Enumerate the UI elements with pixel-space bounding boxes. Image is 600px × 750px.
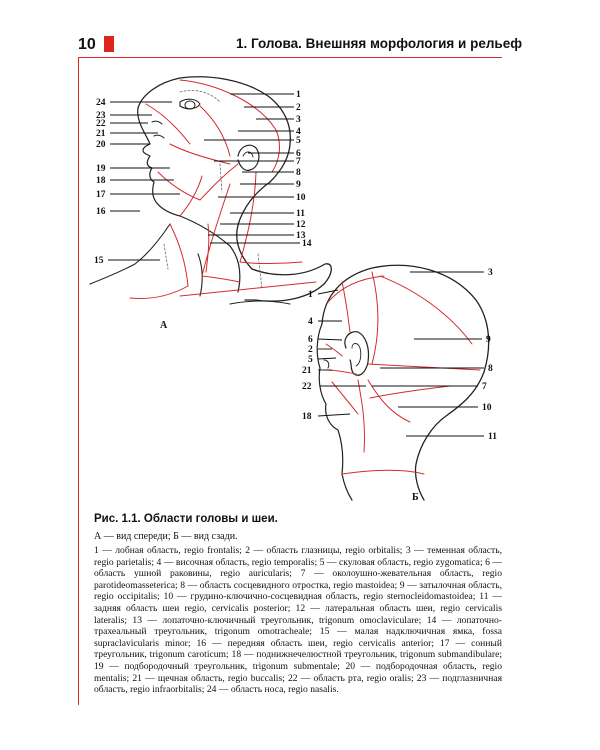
label-b-4: 4	[308, 317, 313, 327]
label-a-7: 7	[296, 157, 301, 167]
label-a-21: 21	[96, 129, 106, 139]
running-head: 1. Голова. Внешняя морфология и рельеф	[236, 36, 523, 51]
label-b-21: 21	[302, 366, 312, 376]
label-a-19: 19	[96, 164, 106, 174]
figure-a-labels	[94, 90, 312, 331]
label-a-16: 16	[96, 207, 106, 217]
label-b-10: 10	[482, 403, 492, 413]
label-b-11: 11	[488, 432, 497, 442]
label-b-8: 8	[488, 364, 493, 374]
figure-b-leaders	[318, 272, 484, 436]
label-b-2: 2	[308, 345, 313, 355]
red-section-marker	[104, 36, 114, 52]
label-a-22: 22	[96, 119, 106, 129]
label-a-12: 12	[296, 220, 306, 230]
label-a-14: 14	[302, 239, 312, 249]
margin-rule	[78, 57, 79, 705]
figure-subtitle: А — вид спереди; Б — вид сзади.	[94, 531, 238, 542]
label-a-13: 13	[296, 231, 306, 241]
label-a-2: 2	[296, 103, 301, 113]
label-a-17: 17	[96, 190, 106, 200]
figure-legend: 1 — лобная область, regio frontalis; 2 — область глазницы, regio orbitalis; 3 — теменная область, regio parietalis; 4 — височная область, regio temporalis; 5 — скуловая область, regio zygomatica; 6 — область ушной раковины, regio auricularis; 7 — околоушно-жевательная область, regio parotideomasseterica; 8 — область сосцевидного отростка, regio mastoidea; 9 — затылочная область, regio occipitalis; 10 — грудино-ключично-сосцевидная область, regio sternocleidomastoidea; 11 — задняя область шеи regio, cervicalis posterior; 12 — латеральная область шеи, regio cervicalis lateralis; 13 — лопаточно-ключичный треугольник, trigonum omoclaviculare; 14 — лопаточно-трахеальный треугольник, trigonum omotracheale; 15 — малая надключичная ямка, fossa supraclavicularis minor; 16 — передняя область шеи, regio cervicalis anterior; 17 — сонный треугольник, trigonum caroticum; 18 — поднижнечелюстной треугольник, trigonum submandibulare; 19 — подбородочный треугольник, trigonum submentale; 20 — подбородочная область, regio mentalis; 21 — щечная область, regio buccalis; 22 — область рта, regio oralis; 23 — подглазничная область, regio infraorbitalis; 24 — область носа, regio nasalis.	[94, 545, 502, 696]
label-b-22: 22	[302, 382, 312, 392]
label-b-5: 5	[308, 355, 313, 365]
figure-number: Рис. 1.1.	[94, 513, 141, 525]
figure-caption-title	[94, 513, 278, 525]
label-b-7: 7	[482, 382, 487, 392]
label-a-23: 23	[96, 111, 106, 121]
label-a-8: 8	[296, 168, 301, 178]
label-a-1: 1	[296, 90, 301, 100]
label-a-10: 10	[296, 193, 306, 203]
label-a-9: 9	[296, 180, 301, 190]
label-a-15: 15	[94, 256, 104, 266]
figure-b-labels	[302, 268, 497, 503]
label-b-9: 9	[486, 335, 491, 345]
label-a-5: 5	[296, 136, 301, 146]
label-a-4: 4	[296, 127, 301, 137]
label-a-20: 20	[96, 140, 106, 150]
panel-label-b: Б	[412, 492, 419, 503]
label-a-3: 3	[296, 115, 301, 125]
label-a-6: 6	[296, 149, 301, 159]
label-b-6: 6	[308, 335, 313, 345]
anatomy-figure	[80, 64, 500, 504]
figure-a-leaders	[108, 94, 300, 260]
header-rule	[78, 57, 502, 58]
label-a-24: 24	[96, 98, 106, 108]
label-b-3: 3	[488, 268, 493, 278]
figure-b-drawing	[317, 265, 488, 500]
panel-label-a: А	[160, 320, 168, 331]
figure-title: Области головы и шеи.	[143, 513, 278, 525]
label-a-11: 11	[296, 209, 305, 219]
label-a-18: 18	[96, 176, 106, 186]
page-number: 10	[78, 36, 96, 53]
label-b-1: 1	[308, 290, 313, 300]
label-b-18: 18	[302, 412, 312, 422]
